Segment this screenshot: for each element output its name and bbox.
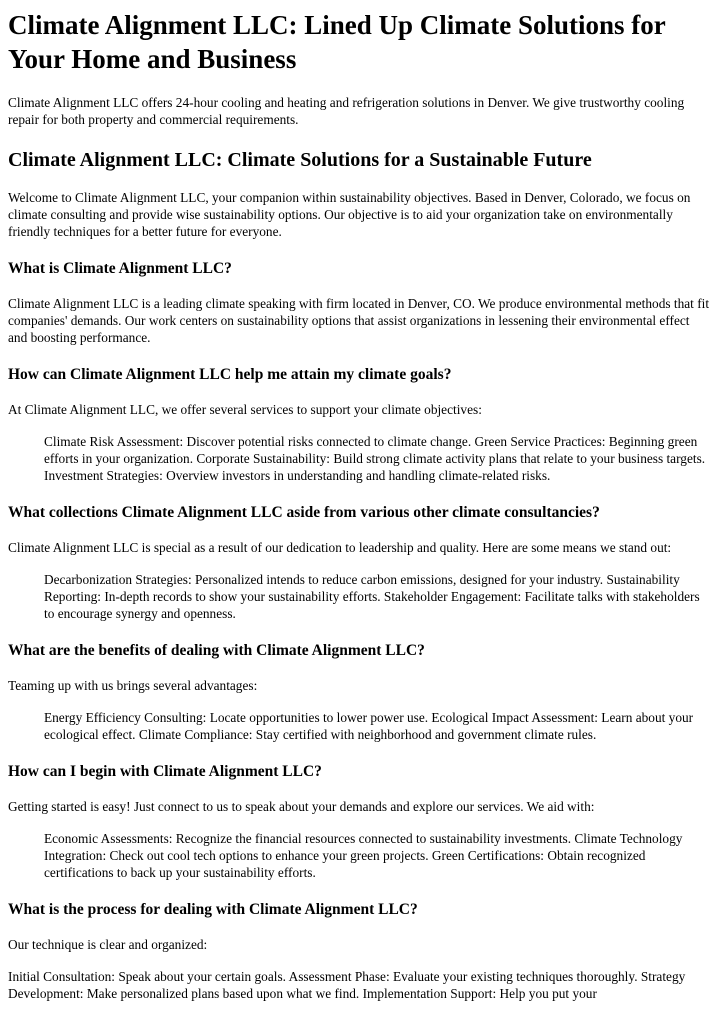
faq-heading-benefits: What are the benefits of dealing with Climate Alignment LLC? <box>8 642 425 659</box>
faq-paragraph-stand-out: Climate Alignment LLC is special as a result of our dedication to leadership and quality. Here are some means we stand out: <box>8 540 672 555</box>
faq-heading-process: What is the process for dealing with Climate Alignment LLC? <box>8 901 418 918</box>
page-title: Climate Alignment LLC: Lined Up Climate Solutions for Your Home and Business <box>8 10 666 74</box>
intro-paragraph: Climate Alignment LLC offers 24-hour cooling and heating and refrigeration solutions in Denver. We give trustworthy cooling repair for both property and commercial requirements. <box>8 95 685 127</box>
faq-paragraph-begin: Getting started is easy! Just connect to us to speak about your demands and explore our services. We aid with: <box>8 799 595 814</box>
benefits-quote: Energy Efficiency Consulting: Locate opportunities to lower power use. Ecological Impact Assessment: Learn about your ecological effect. Climate Compliance: Stay certified with neighborhood and government climate rules. <box>44 710 694 742</box>
faq-paragraph-climate-goals: At Climate Alignment LLC, we offer several services to support your climate objectives: <box>8 402 482 417</box>
stand-out-quote: Decarbonization Strategies: Personalized intends to reduce carbon emissions, designed for your industry. Sustainability Reporting: In-depth records to show your sustainability efforts. Stakeholder Engagement: Facilitate talks with stakeholders to encourage synergy and openness. <box>44 572 700 621</box>
welcome-paragraph: Welcome to Climate Alignment LLC, your companion within sustainability objectives. Based in Denver, Colorado, we focus on climate consulting and provide wise sustainability options. Our objective is to aid your organization take on environmentally friendly techniques for a better future for everyone. <box>8 190 691 239</box>
begin-quote: Economic Assessments: Recognize the financial resources connected to sustainability investments. Climate Technology Integration: Check out cool tech options to enhance your green projects. Green Certifications: Obtain recognized certifications to back up your sustainability efforts. <box>44 831 683 880</box>
faq-heading-climate-goals: How can Climate Alignment LLC help me attain my climate goals? <box>8 366 452 383</box>
faq-paragraph-process: Our technique is clear and organized: <box>8 937 208 952</box>
process-steps-paragraph: Initial Consultation: Speak about your certain goals. Assessment Phase: Evaluate your existing techniques thoroughly. Strategy Development: Make personalized plans based upon what we find. Implementation Support: Help you put your <box>8 969 686 1001</box>
faq-paragraph-benefits: Teaming up with us brings several advantages: <box>8 678 258 693</box>
article <box>0 8 720 1002</box>
faq-heading-stand-out: What collections Climate Alignment LLC aside from various other climate consultancies? <box>8 504 600 521</box>
section-heading: Climate Alignment LLC: Climate Solutions for a Sustainable Future <box>8 149 592 171</box>
faq-heading-what-is: What is Climate Alignment LLC? <box>8 260 232 277</box>
services-list-quote: Climate Risk Assessment: Discover potential risks connected to climate change. Green Service Practices: Beginning green efforts in your organization. Corporate Sustainability: Build strong climate activity plans that relate to your business targets. Investment Strategies: Overview investors in understanding and handling climate-related risks. <box>44 434 706 483</box>
faq-heading-begin: How can I begin with Climate Alignment LLC? <box>8 763 322 780</box>
faq-paragraph-what-is: Climate Alignment LLC is a leading climate speaking with firm located in Denver, CO. We produce environmental methods that fit companies' demands. Our work centers on sustainability options that assist organizations in lessening their environmental effect and boosting performance. <box>8 296 710 345</box>
